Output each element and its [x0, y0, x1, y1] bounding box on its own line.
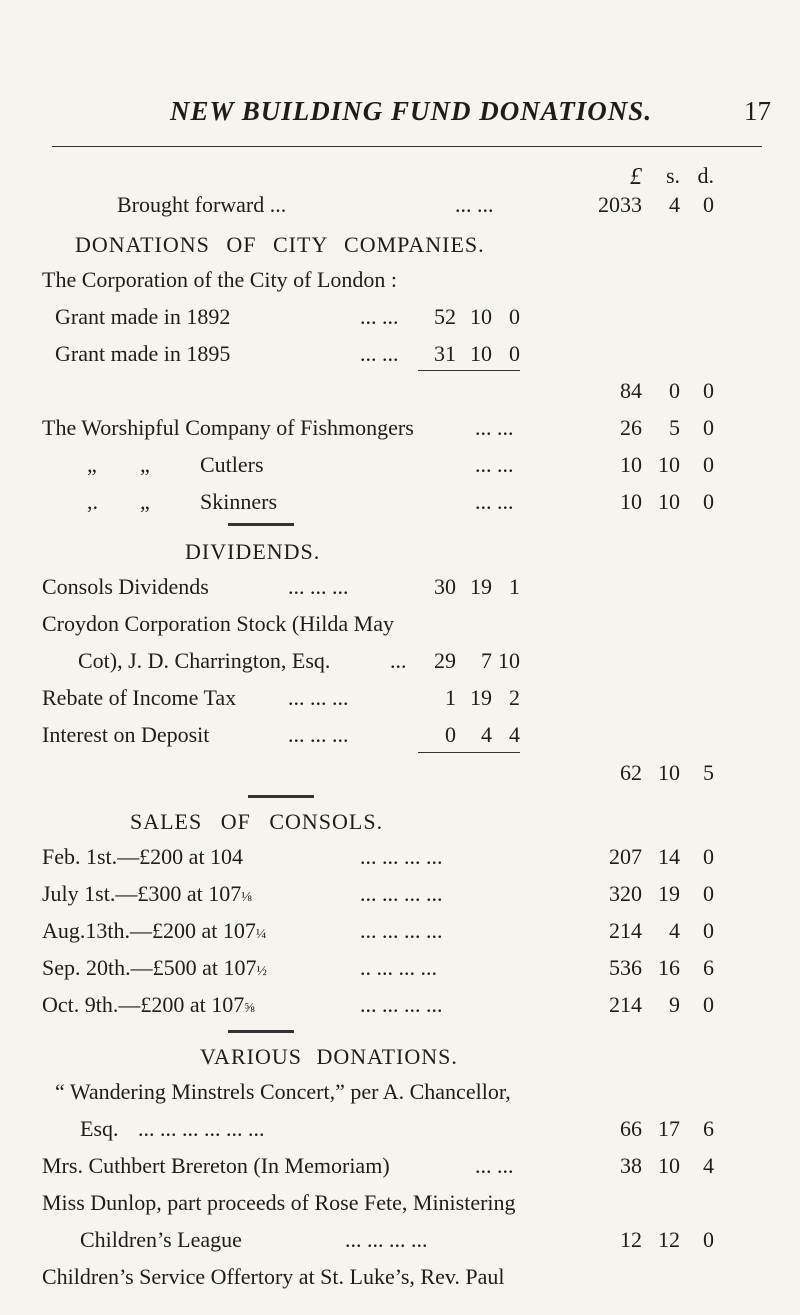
pounds-header: £ [630, 164, 642, 190]
sale-row-shillings: 19 [658, 881, 680, 906]
luke-label-line1: Children’s Service Offertory at St. Luke’s, Rev. Paul [42, 1264, 505, 1289]
sale-row-pounds: 214 [609, 992, 642, 1017]
interest-label: Interest on Deposit [42, 722, 210, 747]
dunlop-label: Children’s League [80, 1227, 242, 1252]
fishmongers-shillings: 5 [669, 415, 680, 440]
city-subtotal-shillings: 0 [669, 378, 680, 403]
dot-leader: ... ... ... ... ... ... [138, 1116, 265, 1141]
ditto-mark: „ [140, 452, 150, 477]
wandering-pounds: 66 [620, 1116, 642, 1141]
dot-leader: ... ... [475, 452, 514, 477]
section-rule [228, 1030, 294, 1033]
cutlers-pounds: 10 [620, 452, 642, 477]
sale-row-label: Oct. 9th.—£200 at 107⅝ [42, 992, 255, 1017]
sales-heading: SALES OF CONSOLS. [130, 809, 384, 834]
dividends-heading: DIVIDENDS. [185, 539, 321, 564]
consols-pounds: 30 [434, 574, 456, 599]
ditto-mark: „ [140, 489, 150, 514]
consols-shillings: 19 [470, 574, 492, 599]
city-companies-heading: DONATIONS OF CITY COMPANIES. [75, 232, 485, 257]
dot-leader: ... ... [360, 304, 399, 329]
dot-leader: ... ... ... ... [360, 918, 443, 943]
dot-leader: ... ... [475, 1153, 514, 1178]
section-rule [248, 795, 314, 798]
fishmongers-pence: 0 [703, 415, 714, 440]
subtotal-rule [418, 370, 520, 371]
page-number: 17 [744, 96, 771, 126]
dividends-subtotal-pounds: 62 [620, 760, 642, 785]
croydon-pounds: 29 [434, 648, 456, 673]
sale-row-shillings: 14 [658, 844, 680, 869]
grant-1895-label: Grant made in 1895 [55, 341, 231, 366]
sale-row-shillings: 16 [658, 955, 680, 980]
dunlop-label-line1: Miss Dunlop, part proceeds of Rose Fete, Ministering [42, 1190, 516, 1215]
grant-1892-label: Grant made in 1892 [55, 304, 231, 329]
ditto-mark: „ [87, 452, 97, 477]
dot-leader: ... ... ... ... [360, 992, 443, 1017]
grant-1895-pounds: 31 [434, 341, 456, 366]
header-rule [52, 146, 762, 147]
rebate-pence: 2 [509, 685, 520, 710]
rebate-pounds: 1 [445, 685, 456, 710]
rebate-label: Rebate of Income Tax [42, 685, 237, 710]
brought-forward-shillings: 4 [669, 192, 680, 217]
wandering-pence: 6 [703, 1116, 714, 1141]
dunlop-shillings: 12 [658, 1227, 680, 1252]
sale-row-pounds: 536 [609, 955, 642, 980]
sale-row-pence: 0 [703, 844, 714, 869]
grant-1895-shillings: 10 [470, 341, 492, 366]
dot-leader: ... ... ... ... [360, 881, 443, 906]
sale-row-pence: 0 [703, 918, 714, 943]
wandering-shillings: 17 [658, 1116, 680, 1141]
interest-pence: 4 [509, 722, 520, 747]
brereton-label: Mrs. Cuthbert Brereton (In Memoriam) [42, 1153, 390, 1178]
dot-leader: ... ... ... ... [360, 844, 443, 869]
subtotal-rule [418, 752, 520, 753]
grant-1895-pence: 0 [509, 341, 520, 366]
dunlop-pence: 0 [703, 1227, 714, 1252]
brereton-shillings: 10 [658, 1153, 680, 1178]
cutlers-pence: 0 [703, 452, 714, 477]
cutlers-shillings: 10 [658, 452, 680, 477]
brereton-pounds: 38 [620, 1153, 642, 1178]
dot-leader: ... [390, 648, 407, 673]
sale-row-label: Aug.13th.—£200 at 107¼ [42, 918, 267, 943]
croydon-pence: 10 [498, 648, 520, 673]
sale-row-label: Sep. 20th.—£500 at 107½ [42, 955, 267, 980]
skinners-shillings: 10 [658, 489, 680, 514]
grant-1892-pounds: 52 [434, 304, 456, 329]
corporation-label: The Corporation of the City of London : [42, 267, 397, 292]
dividends-subtotal-shillings: 10 [658, 760, 680, 785]
fishmongers-label: The Worshipful Company of Fishmongers [42, 415, 414, 440]
grant-1892-pence: 0 [509, 304, 520, 329]
sale-row-pence: 0 [703, 881, 714, 906]
brought-forward-pounds: 2033 [598, 192, 642, 217]
dot-leader: ... ... ... [288, 685, 349, 710]
pence-header: d. [697, 163, 714, 188]
sale-row-label: Feb. 1st.—£200 at 104 [42, 844, 244, 869]
consols-pence: 1 [509, 574, 520, 599]
page-title: NEW BUILDING FUND DONATIONS. [170, 96, 653, 126]
sale-row-label: July 1st.—£300 at 107⅛ [42, 881, 252, 906]
dot-leader: ... ... [475, 415, 514, 440]
sale-row-pounds: 320 [609, 881, 642, 906]
brereton-pence: 4 [703, 1153, 714, 1178]
skinners-pounds: 10 [620, 489, 642, 514]
brought-forward-label: Brought forward ... [117, 192, 287, 217]
sale-row-pence: 0 [703, 992, 714, 1017]
dot-leader: .. ... ... ... [360, 955, 437, 980]
cutlers-label: Cutlers [200, 452, 264, 477]
city-subtotal-pence: 0 [703, 378, 714, 403]
shillings-header: s. [665, 163, 680, 188]
dividends-subtotal-pence: 5 [703, 760, 714, 785]
various-heading: VARIOUS DONATIONS. [200, 1044, 458, 1069]
brought-forward-pence: 0 [703, 192, 714, 217]
interest-shillings: 4 [481, 722, 492, 747]
dunlop-pounds: 12 [620, 1227, 642, 1252]
dot-leader: ... ... ... [288, 722, 349, 747]
skinners-label: Skinners [200, 489, 277, 514]
wandering-label: Esq. [80, 1116, 119, 1141]
dot-leader: ... ... ... [288, 574, 349, 599]
dot-leader: ... ... ... ... [345, 1227, 428, 1252]
croydon-label: Cot), J. D. Charrington, Esq. [78, 648, 331, 673]
sale-row-pence: 6 [703, 955, 714, 980]
section-rule [228, 523, 294, 526]
sale-row-shillings: 4 [669, 918, 680, 943]
sale-row-shillings: 9 [669, 992, 680, 1017]
croydon-label-line1: Croydon Corporation Stock (Hilda May [42, 611, 394, 636]
ditto-mark: ,. [87, 489, 98, 514]
city-subtotal-pounds: 84 [620, 378, 642, 403]
sale-row-pounds: 214 [609, 918, 642, 943]
interest-pounds: 0 [445, 722, 456, 747]
rebate-shillings: 19 [470, 685, 492, 710]
dot-leader: ... ... [455, 192, 494, 217]
dot-leader: ... ... [475, 489, 514, 514]
consols-label: Consols Dividends [42, 574, 209, 599]
croydon-shillings: 7 [481, 648, 492, 673]
skinners-pence: 0 [703, 489, 714, 514]
sale-row-pounds: 207 [609, 844, 642, 869]
wandering-label-line1: “ Wandering Minstrels Concert,” per A. Chancellor, [55, 1079, 511, 1104]
dot-leader: ... ... [360, 341, 399, 366]
grant-1892-shillings: 10 [470, 304, 492, 329]
fishmongers-pounds: 26 [620, 415, 642, 440]
